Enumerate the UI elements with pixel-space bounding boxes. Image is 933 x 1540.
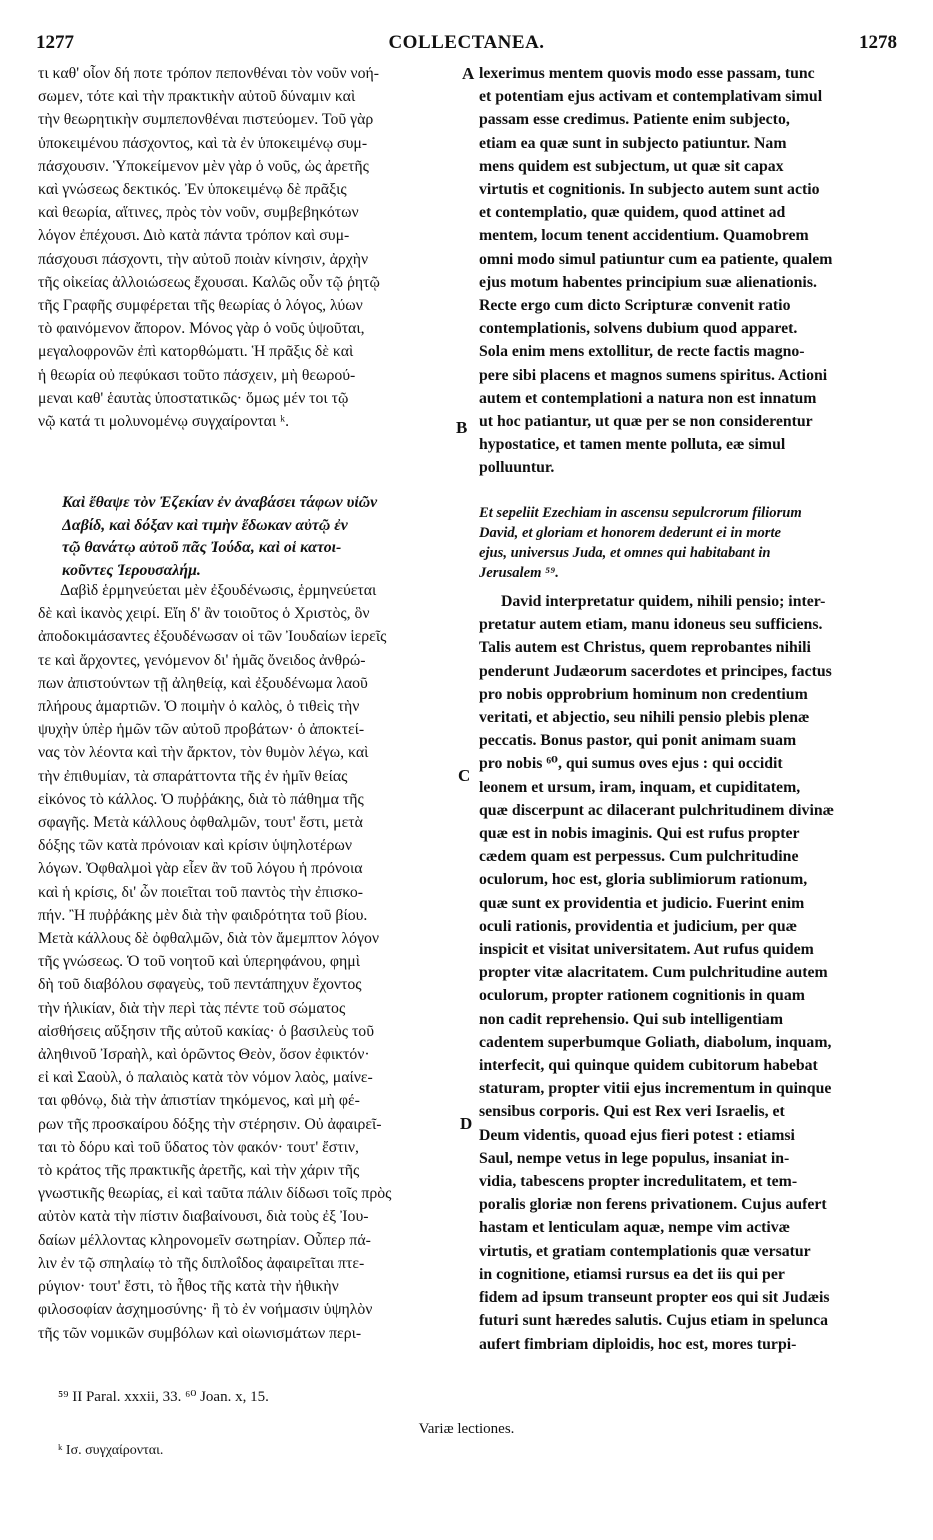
text-line: et contemplatio, quæ quidem, quod attinet ad — [479, 204, 786, 222]
text-line: aufert fimbriam diploidis, hoc est, mores turpi- — [479, 1335, 797, 1353]
text-line: φιλοσοφίαν ἀσχημοσύνης· ἢ τὸ ἐν νοήμασιν ὑψηλὸν — [38, 1301, 373, 1319]
text-line: veritati, et abjectio, seu nihili pensio plebis plenæ — [479, 709, 810, 727]
text-line: quæ discerpunt ac dilacerant pulchritudinem divinæ — [479, 801, 835, 819]
text-line: τῆς οἰκείας ἀλλοιώσεως ἔχουσαι. Καλῶς οὖν τῷ ῥητῷ — [38, 273, 380, 291]
text-line: ὑποκειμένου πάσχοντος, καὶ τὰ ἐν ὑποκειμένῳ συμ- — [38, 134, 368, 152]
latin-lemma — [479, 503, 897, 583]
text-line: Jerusalem ⁵⁹. — [479, 565, 559, 581]
running-title: COLLECTANEA. — [388, 32, 545, 53]
text-line: leonem et ursum, iram, inquam, et cupiditatem, — [479, 778, 801, 796]
section-marker-a: A — [462, 64, 475, 83]
text-line: penderunt Judæorum sacerdotes et principes, factus — [479, 662, 832, 680]
text-line: lexerimus mentem quovis modo esse passam, tunc — [479, 65, 815, 82]
text-line: oculorum, propter rationem cognitionis in quam — [479, 987, 805, 1005]
text-line: Καὶ ἔθαψε τὸν Ἐζεκίαν ἐν ἀναβάσει τάφων υἱῶν — [62, 494, 378, 511]
text-line: λόγων. Ὀφθαλμοὶ γὰρ εἶεν ἂν τοῦ λόγου ἡ πρόνοια — [38, 860, 363, 878]
text-line: δὴ τοῦ διαβόλου σφαγεὺς, τοῦ πεντάπηχυν ἔχοντος — [38, 976, 362, 994]
greek-lemma — [62, 492, 460, 582]
text-line: mens quidem est subjectum, ut quæ sit capax — [479, 157, 784, 175]
text-line: fidem ad ipsum transeunt propter eos qui sit Judæis — [479, 1289, 830, 1307]
text-line: quæ sunt ex providentia et judicio. Fuerint enim — [479, 894, 805, 912]
text-line: oculorum, hoc est, gloria sublimiorum rationum, — [479, 871, 808, 889]
text-line: David, et gloriam et honorem dederunt ei in morte — [479, 525, 782, 541]
text-line: λόγον ἐπέχουσι. Διὸ κατὰ πάντα τρόπον καὶ συμ- — [38, 227, 350, 245]
text-line: τῆς γνώσεως. Ὁ τοῦ νοητοῦ καὶ ὑπερηφάνου, φημὶ — [38, 953, 360, 971]
text-line: contemplationis, solvens dubium quod apparet. — [479, 320, 798, 338]
text-line: polluuntur. — [479, 459, 555, 477]
variant-reading: ᵏ Ισ. συγχαίρονται. — [58, 1443, 164, 1458]
text-line: δαίων μέλλοντας κληρονομεῖν σωτηρίαν. Οὗπερ πά- — [38, 1231, 371, 1249]
text-line: vidia, tabescens propter incredulitatem, et tem- — [479, 1173, 798, 1191]
text-line: hypostatice, et tamen mente polluta, eæ simul — [479, 436, 786, 454]
text-line: oculi rationis, providentia et judicium, per quæ — [479, 917, 798, 935]
text-line: Sola enim mens extollitur, de recte factis magno- — [479, 343, 805, 361]
text-line: αὐτὸν κατὰ τὴν πίστιν διαβαίνουσι, διὰ τοὺς ἐξ Ἰου- — [38, 1208, 369, 1226]
text-line: Δαβὶδ ἑρμηνεύεται μὲν ἐξουδένωσις, ἑρμηνεύεται — [60, 582, 377, 599]
text-line: πων ἀπιστούντων τῇ ἀληθείᾳ, καὶ ἐξουδένωμα λαοῦ — [38, 674, 368, 692]
text-line: νῷ κατά τι μολυνομένῳ συγχαίρονται ᵏ. — [38, 413, 290, 431]
text-line: virtutis, et gratiam contemplationis quæ versatur — [479, 1242, 811, 1260]
page-header — [36, 32, 897, 56]
text-line: passam esse credimus. Patiente enim subjecto, — [479, 111, 790, 129]
greek-text-bottom — [38, 579, 460, 1345]
text-line: ut hoc patiantur, ut quæ per se non considerentur — [479, 413, 813, 431]
text-line: πλήρους ἁμαρτιῶν. Ὁ ποιμὴν ὁ καλὸς, ὁ τιθεὶς τὴν — [38, 698, 360, 716]
text-line: καὶ θεωρία, αἵτινες, πρὸς τὸν νοῦν, συμβεβηκότων — [38, 204, 359, 222]
text-line: τὸ φαινόμενον ἄπορον. Μόνος γὰρ ὁ νοῦς ὑψοῦται, — [38, 320, 365, 338]
text-line: Et sepeliit Ezechiam in ascensu sepulcrorum filiorum — [479, 505, 802, 521]
text-line: μεναι καθ' ἑαυτὰς ὑποστατικῶς· ὅμως μέν τοι τῷ — [38, 389, 349, 407]
text-line: in cognitione, etiamsi rursus ea det iis qui per — [479, 1265, 785, 1283]
text-line: τὴν ἐπιθυμίαν, τὰ σπαράττοντα τῆς ἐν ἡμῖν θείας — [38, 767, 348, 785]
text-line: Deum videntis, quoad ejus fieri potest : etiamsi — [479, 1126, 795, 1144]
text-line: τὴν θεωρητικὴν συμπεπονθέναι πιστεύομεν. Τοῦ γὰρ — [38, 111, 374, 129]
text-line: pro nobis ⁶⁰, qui sumus oves ejus : qui occidit — [479, 755, 783, 773]
latin-text-bottom — [479, 590, 897, 1356]
text-line: interfecit, qui quinque quidem cubitorum habebat — [479, 1057, 818, 1075]
text-line: Saul, nempe vetus in lege populus, insaniat in- — [479, 1149, 790, 1167]
text-line: ἀποδοκιμάσαντες ἐξουδένωσαν οἱ τῶν Ἰουδαίων ἱερεῖς — [38, 628, 387, 646]
text-line: staturam, propter vitii ejus incrementum in quinque — [479, 1080, 832, 1098]
text-line: σφαγῆς. Μετὰ κάλλους ὀφθαλμῶν, τουτ' ἔστι, μετὰ — [38, 814, 363, 832]
text-line: νας τὸν λέοντα καὶ τὴν ἄρκτον, τὸν θυμὸν λέγω, καὶ — [38, 744, 369, 762]
text-line: autem et contemplationi a natura non est innatum — [479, 389, 817, 407]
text-line: ρύγιον· τουτ' ἔστι, τὸ ἦθος τῆς κατὰ τὴν ἠθικὴν — [38, 1278, 339, 1296]
greek-text-top — [38, 62, 460, 433]
text-line: Recte ergo cum dicto Scripturæ convenit ratio — [479, 297, 791, 315]
text-line: τὸ κράτος τῆς πρακτικῆς ἀρετῆς, καὶ τὴν χάριν τῆς — [38, 1162, 360, 1180]
text-line: εἰ καὶ Σαοὺλ, ὁ παλαιὸς κατὰ τὸν νόμον λαὸς, μαίνε- — [38, 1069, 373, 1087]
text-line: Δαβίδ, καὶ δόξαν καὶ τιμὴν ἔδωκαν αὐτῷ ἐν — [62, 516, 348, 534]
text-line: inspicit et visitat universitatem. Aut rufus quidem — [479, 941, 814, 959]
text-line: σωμεν, τότε καὶ τὴν πρακτικὴν αὐτοῦ δύναμιν καὶ — [38, 88, 356, 106]
text-line: quæ est in nobis imaginis. Qui est rufus propter — [479, 825, 800, 843]
text-line: ejus, universus Juda, et omnes qui habitabant in — [479, 545, 771, 561]
text-line: David interpretatur quidem, nihili pensio; inter- — [501, 593, 826, 610]
text-line: τῆς τῶν νομικῶν συμβόλων καὶ οἰωνισμάτων περι- — [38, 1324, 362, 1342]
scripture-references: ⁵⁹ II Paral. xxxii, 33. ⁶⁰ Joan. x, 15. — [58, 1389, 269, 1405]
text-line: τι καθ' οἷον δή ποτε τρόπον πεπονθέναι τὸν νοῦν νοή- — [38, 65, 379, 82]
text-line: τῷ θανάτῳ αὐτοῦ πᾶς Ἰούδα, καὶ οἱ κατοι- — [62, 539, 342, 556]
text-line: καὶ γνώσεως δεκτικός. Ἐν ὑποκειμένῳ δὲ πρᾶξις — [38, 181, 347, 199]
latin-text-top — [479, 62, 897, 480]
section-marker-c: C — [458, 766, 471, 785]
text-line: etiam ea quæ sunt in subjecto patiuntur. Nam — [479, 134, 787, 152]
text-line: omni modo simul patiuntur cum ea patiente, qualem — [479, 250, 833, 268]
text-line: propter vitæ alacritatem. Cum pulchritudine autem — [479, 964, 828, 982]
text-line: δόξης τῶν κατὰ πρόνοιαν καὶ κρίσιν ὑψηλοτέρων — [38, 837, 352, 855]
text-line: non cadit reprehensio. Qui sub intelligentiam — [479, 1010, 783, 1028]
text-line: virtutis et cognitionis. In subjecto autem sunt actio — [479, 181, 820, 199]
text-line: mentem, locum tenent accidentium. Quamobrem — [479, 227, 809, 245]
text-line: hastam et lenticulam aquæ, nempe vim activæ — [479, 1219, 791, 1237]
text-line: τῆς Γραφῆς συμφέρεται τῆς θεωρίας ὁ λόγος, λύων — [38, 297, 363, 315]
text-line: τε καὶ ἄρχοντες, γενόμενον δι' ἡμᾶς ὄνειδος ἀνθρώ- — [38, 651, 366, 669]
text-line: peccatis. Bonus pastor, qui ponit animam suam — [479, 732, 797, 750]
variae-lectiones-heading: Variæ lectiones. — [418, 1421, 515, 1437]
text-line: πάσχουσι πάσχοντι, τὴν αὐτοῦ ποιὰν κίνησιν, ἀρχὴν — [38, 250, 369, 268]
text-line: pretatur autem etiam, manu idoneus seu sufficiens. — [479, 616, 823, 634]
text-line: poralis gloriæ non ferens privationem. Cujus aufert — [479, 1196, 827, 1214]
text-line: πήν. Ἢ πυῤῥάκης μὲν διὰ τὴν φαιδρότητα τοῦ βίου. — [38, 906, 368, 924]
text-line: καὶ ἡ κρίσις, δι' ὧν ποιεῖται τοῦ παντὸς τὴν ἐπισκο- — [38, 883, 364, 901]
text-line: πάσχουσιν. Ὑποκείμενον μὲν γὰρ ὁ νοῦς, ὡς ἀρετῆς — [38, 157, 369, 175]
text-line: ρων τῆς προσκαίρου δόξης τὴν στέρησιν. Οὐ ἀφαιρεῖ- — [38, 1115, 382, 1133]
text-line: Talis autem est Christus, quem reprobantes nihili — [479, 639, 811, 657]
section-marker-d: D — [460, 1114, 473, 1133]
left-column-number: 1277 — [36, 32, 74, 53]
text-line: Μετὰ κάλλους δὲ ὀφθαλμῶν, διὰ τὸν ἄμεμπτον λόγον — [38, 930, 380, 948]
text-line: τὴν ἡλικίαν, διὰ τὴν περὶ τὰς πέντε τοῦ σώματος — [38, 999, 346, 1017]
section-marker-b: B — [456, 418, 468, 437]
text-line: ἀληθινοῦ Ἰσραὴλ, καὶ ὁρῶντος Θεὸν, ὅσον ἐφικτόν· — [38, 1046, 370, 1064]
text-line: ejus motum habentes principium suæ alienationis. — [479, 273, 817, 291]
text-line: αἰσθήσεις αὔξησιν τῆς αὐτοῦ κακίας· ὁ βασιλεὺς τοῦ — [38, 1022, 375, 1040]
text-line: μεγαλοφρονῶν ἐπὶ κατορθώματι. Ἡ πρᾶξις δὲ καὶ — [38, 343, 354, 361]
text-line: ται φθόνῳ, διὰ τὴν ἀπιστίαν τηκόμενος, καὶ μὴ φέ- — [38, 1092, 360, 1110]
text-line: et potentiam ejus activam et contemplativam simul — [479, 88, 823, 106]
text-line: ἡ θεωρία οὐ πεφύκασι τοῦτο πάσχειν, μὴ θεωρού- — [38, 366, 356, 384]
text-line: pere sibi placens et magnos sumens spiritus. Actioni — [479, 366, 828, 384]
text-line: δὲ καὶ ἱκανὸς χειρί. Εἴη δ' ἂν τοιοῦτος ὁ Χριστὸς, ὃν — [38, 605, 370, 623]
text-line: ψυχὴν ὑπὲρ ἡμῶν τῶν αὐτοῦ προβάτων· ὁ ἀποκτεί- — [38, 721, 365, 739]
text-line: εἰκόνος τὸ κάλλος. Ὁ πυῤῥάκης, διὰ τὸ πάθημα τῆς — [38, 790, 364, 808]
text-line: κοῦντες Ἱερουσαλήμ. — [62, 561, 201, 579]
right-column-number: 1278 — [859, 32, 897, 53]
text-line: cædem quam est perpessus. Cum pulchritudine — [479, 848, 799, 866]
text-line: cadentem superbumque Goliath, diabolum, inquam, — [479, 1033, 832, 1051]
text-line: futuri sunt hæredes salutis. Cujus etiam in spelunca — [479, 1312, 829, 1330]
text-line: λιν ἐν τῷ σπηλαίῳ τὸ τῆς διπλοΐδος ἀφαιρεῖται πτε- — [38, 1254, 365, 1272]
text-line: γνωστικῆς θεωρίας, εἰ καὶ ταῦτα πάλιν δίδωσι τοῖς πρὸς — [38, 1185, 392, 1203]
text-line: ται τὸ δόρυ καὶ τοῦ ὕδατος τὸν φακόν· τουτ' ἔστιν, — [38, 1138, 359, 1156]
text-line: sensibus corporis. Qui est Rex veri Israelis, et — [479, 1103, 785, 1121]
text-line: pro nobis opprobrium hominum non credentium — [479, 685, 808, 703]
